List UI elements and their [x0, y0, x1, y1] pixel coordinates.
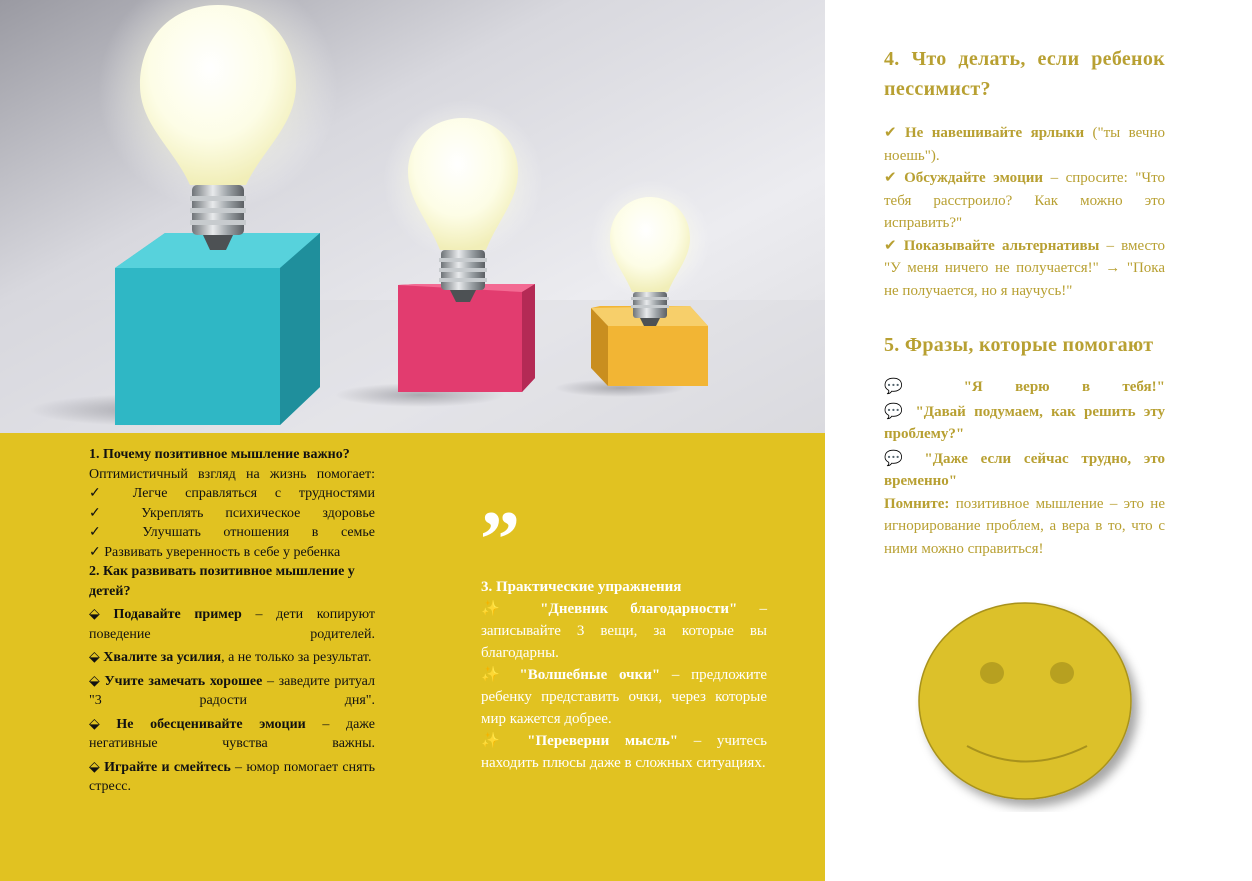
diamond-bullet-icon: ⬙	[89, 673, 100, 689]
check-icon: ✓	[89, 505, 120, 521]
benefit-item: ✓ Улучшать отношения в семье	[89, 525, 375, 540]
diamond-bullet-icon: ⬙	[89, 759, 100, 775]
phrase-item: 💬 "Даже если сейчас трудно, это временно"	[884, 450, 1165, 489]
sparkle-icon: ✨	[481, 667, 508, 683]
sections-1-2-column	[89, 445, 375, 797]
phrase-item: 💬 "Давай подумаем, как решить эту проблему?"	[884, 403, 1165, 442]
benefit-item: ✓ Развивать уверенность в себе у ребенка	[89, 544, 341, 560]
tip-item: ⬙ Не обесценивайте эмоции – даже негативные чувства важны.	[89, 716, 375, 751]
pessimist-tip: ✔ Показывайте альтернативы – вместо "У меня ничего не получается!" → "Пока не получается, но я научусь!"	[884, 237, 1165, 299]
exercise-item: ✨ "Волшебные очки" – предложите ребенку представить очки, через которые мир кажется добрее.	[481, 667, 767, 727]
check-icon: ✓	[89, 544, 101, 560]
diamond-bullet-icon: ⬙	[89, 650, 100, 665]
remember-note: Помните: позитивное мышление – это не игнорирование проблем, а вера в то, что с ними можно справиться!	[884, 495, 1165, 557]
exercise-item: ✨ "Переверни мысль" – учитесь находить плюсы даже в сложных ситуациях.	[481, 733, 767, 771]
hero-image-lightbulbs	[0, 0, 825, 433]
sparkle-icon: ✨	[481, 601, 519, 617]
section-4-column	[884, 44, 1165, 302]
sparkle-icon: ✨	[481, 733, 512, 749]
section-3-column	[481, 576, 767, 774]
smiley-face-icon	[915, 602, 1155, 812]
section-5-title: 5. Фразы, которые помогают	[884, 334, 1154, 356]
pessimist-tip: ✔ Обсуждайте эмоции – спросите: "Что тебя расстроило? Как можно это исправить?"	[884, 170, 1165, 231]
diamond-bullet-icon: ⬙	[89, 716, 100, 732]
check-icon: ✔	[884, 237, 897, 254]
section-2-title: 2. Как развивать позитивное мышление у детей?	[89, 564, 355, 599]
tip-item: ⬙ Учите замечать хорошее – заведите ритуал "3 радости дня".	[89, 673, 376, 708]
benefit-item: ✓ Легче справляться с трудностями	[89, 486, 375, 501]
pessimist-tip: ✔ Не навешивайте ярлыки ("ты вечно ноешь").	[884, 125, 1165, 164]
benefit-item: ✓ Укреплять психическое здоровье	[89, 505, 375, 521]
check-icon: ✔	[884, 125, 897, 141]
check-icon: ✔	[884, 170, 897, 186]
exercise-item: ✨ "Дневник благодарности" – записывайте 3 вещи, за которые вы благодарны.	[481, 601, 768, 661]
tip-item: ⬙ Подавайте пример – дети копируют поведение родителей.	[89, 607, 375, 642]
section-4-title: 4. Что делать, если ребенок пессимист?	[884, 48, 1165, 100]
check-icon: ✓	[89, 486, 116, 501]
diamond-bullet-icon: ⬙	[89, 607, 100, 622]
section-3-title: 3. Практические упражнения	[481, 579, 682, 595]
phrase-item: 💬 "Я верю в тебя!"	[884, 379, 1165, 395]
section-5-column	[884, 330, 1165, 560]
speech-bubble-icon: 💬	[884, 379, 932, 395]
speech-bubble-icon: 💬	[884, 450, 912, 467]
quote-mark-icon: ”	[480, 496, 520, 584]
section-1-title: 1. Почему позитивное мышление важно?	[89, 447, 350, 462]
speech-bubble-icon: 💬	[884, 403, 908, 420]
tip-item: ⬙ Играйте и смейтесь – юмор помогает снять стресс.	[89, 759, 376, 794]
check-icon: ✓	[89, 525, 120, 540]
section-1-intro: Оптимистичный взгляд на жизнь помогает:	[89, 466, 375, 482]
teal-cube	[115, 233, 320, 425]
tip-item: ⬙ Хвалите за усилия, а не только за результат.	[89, 650, 372, 665]
